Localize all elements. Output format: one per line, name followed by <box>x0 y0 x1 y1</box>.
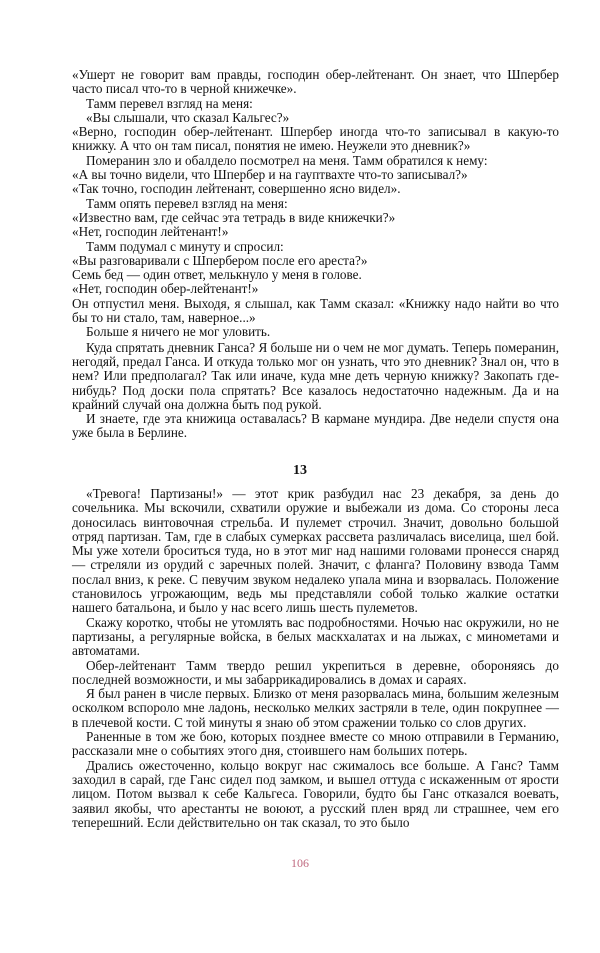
paragraph: Дрались ожесточенно, кольцо вокруг нас сжималось все больше. А Ганс? Тамм заходил в сарай, где Ганс сидел под замком, и вышел оттуда с искаженным от ярости лицом. Потом вызвал к себе Кальгеса. Говорили, будто бы Ганс отказался воевать, заявил якобы, что арестанты не воюют, а русский плен вряд ли страшнее, чем его теперешний. Если действительно он так сказал, то это было <box>72 757 559 830</box>
paragraph: Тамм перевел взгляд на меня: <box>86 95 253 111</box>
paragraph: Обер-лейтенант Тамм твердо решил укрепиться в деревне, обороняясь до последней возможности, и мы забаррикадировались в домах и сараях. <box>72 657 559 687</box>
paragraph: «Ушерт не говорит вам правды, господин обер-лейтенант. Он знает, что Шпербер часто писал что-то в черной книжечке». <box>72 67 559 97</box>
paragraph: «Известно вам, где сейчас эта тетрадь в виде книжечки?» <box>72 209 396 225</box>
paragraph: Семь бед — один ответ, мелькнуло у меня в голове. <box>72 267 362 283</box>
paragraph: «А вы точно видели, что Шпербер и на гауптвахте что-то записывал?» <box>72 167 468 183</box>
paragraph: Он отпустил меня. Выходя, я слышал, как Тамм сказал: «Книжку надо найти во что бы то ни стало, там, наверное...» <box>72 295 559 326</box>
paragraph: «Тревога! Партизаны!» — этот крик разбудил нас 23 декабря, за день до сочельника. Мы вскочили, схватили оружие и выбежали из дома. Со стороны леса доносилась винтовочная стрельба. И пулемет строчил. Значит, довольно большой отряд партизан. Там, где в слабых сумерках рассвета различалась виселица, шел бой. Мы уже хотели броситься туда, но в этот миг над нашими головами пронесся снаряд — стреляли из орудий с заречных полей. Значит, с фланга? Половину взвода Тамм послал вниз, к реке. С певучим звуком недалеко упала мина и взорвалась. Положение становилось угрожающим, ведь мы представляли собой только жалкие остатки нашего батальона, и было у нас всего лишь шесть пулеметов. <box>72 486 559 616</box>
paragraph: И знаете, где эта книжица оставалась? В кармане мундира. Две недели спустя она уже была в Берлине. <box>72 411 559 441</box>
paragraph: Тамм опять перевел взгляд на меня: <box>86 195 288 211</box>
paragraph: «Вы слышали, что сказал Кальгес?» <box>86 109 290 125</box>
paragraph: «Так точно, господин лейтенант, совершенно ясно видел». <box>72 181 401 197</box>
paragraph: Больше я ничего не мог уловить. <box>86 324 271 340</box>
paragraph: Тамм подумал с минуту и спросил: <box>86 238 284 254</box>
paragraph: Померанин зло и обалдело посмотрел на меня. Тамм обратился к нему: <box>86 152 488 168</box>
paragraph: Куда спрятать дневник Ганса? Я больше ни о чем не мог думать. Теперь померанин, негодяй, предал Ганса. И откуда только мог он узнать, что это дневник? Знал он, что в нем? Или предполагал? Так или иначе, куда мне деть черную книжку? Закопать где-нибудь? Под доски пола спрятать? Все казалось недостаточно надежным. Да и на крайний случай она должна быть под рукой. <box>72 339 559 412</box>
paragraph: Скажу коротко, чтобы не утомлять вас подробностями. Ночью нас окружили, но не партизаны, а регулярные войска, в белых маскхалатах и на лыжах, с минометами и автоматами. <box>72 614 559 659</box>
page-number: 106 <box>291 856 309 870</box>
paragraph: «Нет, господин обер-лейтенант!» <box>72 281 259 297</box>
paragraph: Раненные в том же бою, которых позднее вместе со мною отправили в Германию, рассказали мне о событиях этого дня, стоившего нам больших потерь. <box>72 729 559 759</box>
paragraph: «Вы разговаривали с Шпербером после его ареста?» <box>72 252 368 268</box>
paragraph: «Верно, господин обер-лейтенант. Шпербер иногда что-то записывал в какую-то книжку. А что он там писал, понятия не имею. Неужели это дневник?» <box>72 124 559 154</box>
bottom-text-block <box>72 487 559 830</box>
paragraph: «Нет, господин лейтенант!» <box>72 224 229 240</box>
chapter-number: 13 <box>293 463 307 478</box>
paragraph: Я был ранен в числе первых. Близко от меня разорвалась мина, большим железным осколком вспороло мне ладонь, несколько мелких застряли в теле, один покрупнее — в плечевой кости. С той минуты я знаю об этом сражении только со слов других. <box>72 686 559 730</box>
top-text-block <box>72 68 559 441</box>
